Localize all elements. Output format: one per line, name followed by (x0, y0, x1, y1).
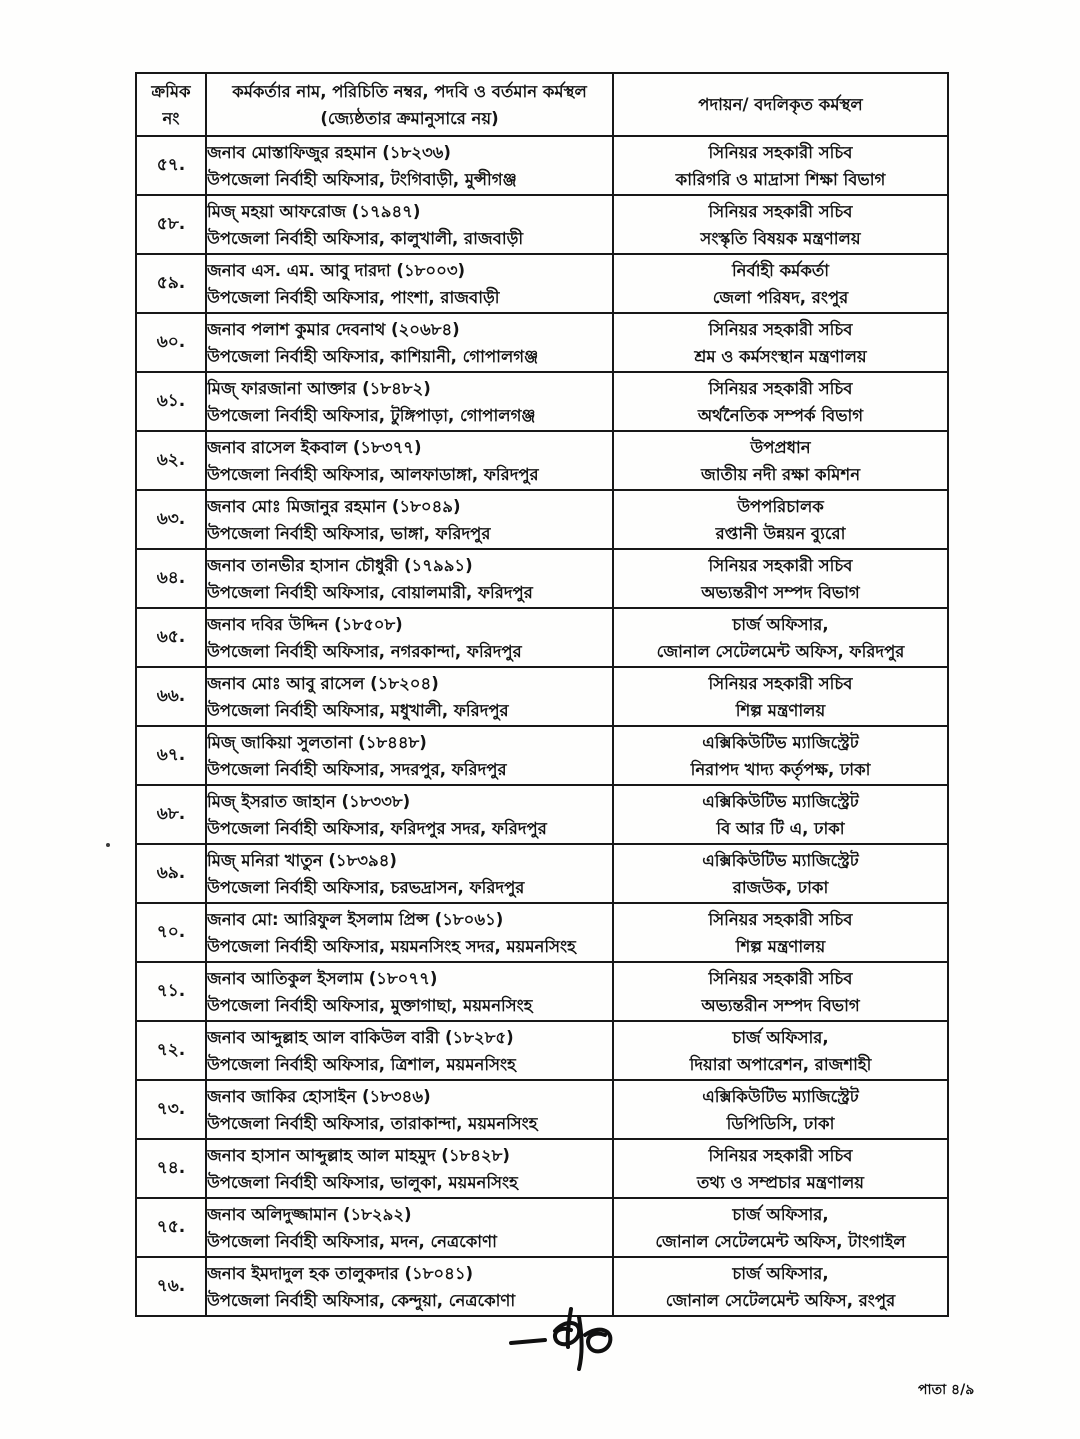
posting-office: শ্রম ও কর্মসংস্থান মন্ত্রণালয় (694, 346, 867, 366)
serial-number: ৭০. (156, 921, 186, 942)
signature-mark (505, 1303, 640, 1375)
posting-designation: সিনিয়র সহকারী সচিব (708, 1145, 853, 1165)
posting-cell (613, 667, 948, 726)
officer-name: জনাব ইমদাদুল হক তালুকদার (১৮০৪১) (207, 1263, 474, 1283)
serial-number: ৬০. (156, 331, 186, 352)
serial-cell (136, 962, 206, 1021)
officer-current-workplace: উপজেলা নির্বাহী অফিসার, কাশিয়ানী, গোপালগঞ্জ (207, 346, 539, 366)
posting-office: নিরাপদ খাদ্য কর্তৃপক্ষ, ঢাকা (690, 759, 871, 779)
officer-name: মিজ্ জাকিয়া সুলতানা (১৮৪৪৮) (207, 732, 427, 752)
table-row (136, 431, 948, 490)
serial-number: ৭১. (156, 980, 186, 1001)
serial-cell (136, 313, 206, 372)
officer-current-workplace: উপজেলা নির্বাহী অফিসার, মধুখালী, ফরিদপুর (207, 700, 509, 720)
officer-current-workplace: উপজেলা নির্বাহী অফিসার, মুক্তাগাছা, ময়মনসিংহ (207, 995, 533, 1015)
serial-cell (136, 1257, 206, 1316)
serial-cell (136, 1139, 206, 1198)
officer-current-workplace: উপজেলা নির্বাহী অফিসার, ময়মনসিংহ সদর, ময়মনসিংহ (207, 936, 576, 956)
posting-office: দিয়ারা অপারেশন, রাজশাহী (689, 1054, 872, 1074)
serial-cell (136, 195, 206, 254)
posting-designation: সিনিয়র সহকারী সচিব (708, 968, 853, 988)
officer-cell (206, 195, 613, 254)
header-serial-no: ক্রমিক নং (136, 73, 206, 136)
officer-current-workplace: উপজেলা নির্বাহী অফিসার, ভাঙ্গা, ফরিদপুর (207, 523, 491, 543)
header-officer-details (206, 73, 613, 136)
officer-current-workplace: উপজেলা নির্বাহী অফিসার, সদরপুর, ফরিদপুর (207, 759, 507, 779)
posting-office: অভ্যন্তরীন সম্পদ বিভাগ (701, 995, 860, 1015)
posting-office: জোনাল সেটেলমেন্ট অফিস, রংপুর (665, 1290, 896, 1310)
posting-cell (613, 785, 948, 844)
officer-cell (206, 313, 613, 372)
serial-number: ৫৭. (156, 154, 186, 175)
officer-cell (206, 785, 613, 844)
officer-current-workplace: উপজেলা নির্বাহী অফিসার, ফরিদপুর সদর, ফরিদপুর (207, 818, 547, 838)
officer-name: জনাব এস. এম. আবু দারদা (১৮০০৩) (207, 260, 466, 280)
table-row (136, 844, 948, 903)
header-posting-workplace: পদায়ন/ বদলিকৃত কর্মস্থল (613, 73, 948, 136)
posting-cell (613, 608, 948, 667)
officer-cell (206, 136, 613, 195)
posting-cell (613, 1198, 948, 1257)
officer-cell (206, 667, 613, 726)
officer-name: জনাব তানভীর হাসান চৌধুরী (১৭৯৯১) (207, 555, 473, 575)
posting-cell (613, 1021, 948, 1080)
posting-office: অভ্যন্তরীণ সম্পদ বিভাগ (701, 582, 860, 602)
officer-cell (206, 372, 613, 431)
table-row (136, 608, 948, 667)
serial-cell (136, 844, 206, 903)
serial-number: ৬৭. (156, 744, 186, 765)
table-row (136, 1080, 948, 1139)
posting-office: বি আর টি এ, ঢাকা (716, 818, 845, 838)
serial-cell (136, 1198, 206, 1257)
table-row (136, 903, 948, 962)
officer-cell (206, 1021, 613, 1080)
serial-number: ৬৯. (156, 862, 186, 883)
table-row (136, 549, 948, 608)
header-officer-details-line2: (জ্যেষ্ঠতার ক্রমানুসারে নয়) (320, 108, 499, 128)
posting-cell (613, 136, 948, 195)
table-row (136, 490, 948, 549)
officer-cell (206, 431, 613, 490)
officer-cell (206, 1198, 613, 1257)
officer-cell (206, 608, 613, 667)
officer-name: জনাব আতিকুল ইসলাম (১৮০৭৭) (207, 968, 438, 988)
officer-name: জনাব মোঃ আবু রাসেল (১৮২০৪) (207, 673, 439, 693)
officer-name: জনাব মো: আরিফুল ইসলাম প্রিন্স (১৮০৬১) (207, 909, 504, 929)
posting-cell (613, 549, 948, 608)
officer-name: মিজ্ মহয়া আফরোজ (১৭৯৪৭) (207, 201, 421, 221)
posting-cell (613, 962, 948, 1021)
posting-designation: চার্জ অফিসার, (732, 1263, 829, 1283)
officer-cell (206, 726, 613, 785)
table-row (136, 726, 948, 785)
officer-name: মিজ্ ইসরাত জাহান (১৮৩৩৮) (207, 791, 411, 811)
posting-cell (613, 490, 948, 549)
table-header-row (136, 73, 948, 136)
posting-cell (613, 431, 948, 490)
posting-office: শিল্প মন্ত্রণালয় (735, 700, 826, 720)
posting-office: রপ্তানী উন্নয়ন ব্যুরো (715, 523, 846, 543)
officer-name: জনাব জাকির হোসাইন (১৮৩৪৬) (207, 1086, 431, 1106)
table-row (136, 1021, 948, 1080)
officer-current-workplace: উপজেলা নির্বাহী অফিসার, আলফাডাঙ্গা, ফরিদপুর (207, 464, 539, 484)
officer-cell (206, 490, 613, 549)
serial-cell (136, 431, 206, 490)
officer-current-workplace: উপজেলা নির্বাহী অফিসার, বোয়ালমারী, ফরিদপুর (207, 582, 533, 602)
posting-designation: চার্জ অফিসার, (732, 1204, 829, 1224)
table-row (136, 1139, 948, 1198)
posting-cell (613, 1080, 948, 1139)
posting-cell (613, 844, 948, 903)
posting-designation: সিনিয়র সহকারী সচিব (708, 378, 853, 398)
serial-number: ৬২. (156, 449, 186, 470)
posting-cell (613, 903, 948, 962)
posting-designation: সিনিয়র সহকারী সচিব (708, 673, 853, 693)
posting-cell (613, 1139, 948, 1198)
officer-name: জনাব দবির উদ্দিন (১৮৫০৮) (207, 614, 403, 634)
table-row (136, 1198, 948, 1257)
posting-office: রাজউক, ঢাকা (732, 877, 829, 897)
officer-current-workplace: উপজেলা নির্বাহী অফিসার, চরভদ্রাসন, ফরিদপুর (207, 877, 525, 897)
posting-designation: এক্সিকিউটিভ ম্যাজিস্ট্রেট (702, 850, 859, 870)
table-row (136, 785, 948, 844)
serial-number: ৬৪. (156, 567, 186, 588)
posting-designation: উপপ্রধান (750, 437, 811, 457)
officer-cell (206, 844, 613, 903)
transfer-order-table (135, 72, 949, 1317)
officer-cell (206, 1080, 613, 1139)
posting-designation: এক্সিকিউটিভ ম্যাজিস্ট্রেট (702, 1086, 859, 1106)
officer-current-workplace: উপজেলা নির্বাহী অফিসার, কালুখালী, রাজবাড়ী (207, 228, 524, 248)
posting-designation: এক্সিকিউটিভ ম্যাজিস্ট্রেট (702, 732, 859, 752)
officer-current-workplace: উপজেলা নির্বাহী অফিসার, টংগিবাড়ী, মুন্সীগঞ্জ (207, 169, 517, 189)
posting-cell (613, 195, 948, 254)
table-row (136, 962, 948, 1021)
page-number: পাতা ৪/৯ (918, 1382, 975, 1398)
posting-cell (613, 372, 948, 431)
table-row (136, 195, 948, 254)
officer-cell (206, 549, 613, 608)
officer-cell (206, 1139, 613, 1198)
serial-cell (136, 490, 206, 549)
serial-cell (136, 136, 206, 195)
posting-office: জোনাল সেটেলমেন্ট অফিস, টাংগাইল (655, 1231, 906, 1251)
posting-cell (613, 313, 948, 372)
serial-number: ৭৬. (156, 1275, 186, 1296)
posting-designation: নির্বাহী কর্মকর্তা (731, 260, 830, 280)
posting-cell (613, 726, 948, 785)
serial-number: ৭২. (156, 1039, 186, 1060)
posting-designation: চার্জ অফিসার, (732, 1027, 829, 1047)
serial-number: ৫৮. (156, 213, 186, 234)
serial-number: ৫৯. (156, 272, 186, 293)
officer-name: জনাব অলিদুজ্জামান (১৮২৯২) (207, 1204, 412, 1224)
posting-designation: সিনিয়র সহকারী সচিব (708, 201, 853, 221)
officer-name: জনাব আব্দুল্লাহ আল বাকিউল বারী (১৮২৮৫) (207, 1027, 514, 1047)
posting-office: জোনাল সেটেলমেন্ট অফিস, ফরিদপুর (656, 641, 905, 661)
officer-current-workplace: উপজেলা নির্বাহী অফিসার, টুঙ্গিপাড়া, গোপালগঞ্জ (207, 405, 536, 425)
officer-name: মিজ্ মনিরা খাতুন (১৮৩৯৪) (207, 850, 397, 870)
officer-cell (206, 254, 613, 313)
serial-cell (136, 785, 206, 844)
serial-number: ৬৮. (156, 803, 186, 824)
scan-dot-artifact (106, 843, 110, 847)
posting-designation: সিনিয়র সহকারী সচিব (708, 142, 853, 162)
officer-current-workplace: উপজেলা নির্বাহী অফিসার, নগরকান্দা, ফরিদপুর (207, 641, 522, 661)
posting-designation: উপপরিচালক (737, 496, 824, 516)
officer-current-workplace: উপজেলা নির্বাহী অফিসার, ভালুকা, ময়মনসিংহ (207, 1172, 518, 1192)
posting-designation: সিনিয়র সহকারী সচিব (708, 909, 853, 929)
serial-cell (136, 549, 206, 608)
posting-cell (613, 1257, 948, 1316)
officer-current-workplace: উপজেলা নির্বাহী অফিসার, পাংশা, রাজবাড়ী (207, 287, 500, 307)
officer-current-workplace: উপজেলা নির্বাহী অফিসার, তারাকান্দা, ময়মনসিংহ (207, 1113, 538, 1133)
serial-number: ৭৩. (156, 1098, 186, 1119)
posting-office: ডিপিডিসি, ঢাকা (726, 1113, 835, 1133)
serial-cell (136, 903, 206, 962)
posting-office: জাতীয় নদী রক্ষা কমিশন (700, 464, 861, 484)
serial-number: ৬৬. (156, 685, 186, 706)
serial-cell (136, 1021, 206, 1080)
serial-number: ৭৫. (156, 1216, 186, 1237)
officer-name: জনাব মোস্তাফিজুর রহমান (১৮২৩৬) (207, 142, 451, 162)
posting-office: অর্থনৈতিক সম্পর্ক বিভাগ (697, 405, 864, 425)
posting-designation: সিনিয়র সহকারী সচিব (708, 319, 853, 339)
table-row (136, 136, 948, 195)
officer-current-workplace: উপজেলা নির্বাহী অফিসার, ত্রিশাল, ময়মনসিংহ (207, 1054, 516, 1074)
posting-designation: সিনিয়র সহকারী সচিব (708, 555, 853, 575)
officer-cell (206, 962, 613, 1021)
posting-office: কারিগরি ও মাদ্রাসা শিক্ষা বিভাগ (675, 169, 886, 189)
table-row (136, 254, 948, 313)
serial-number: ৭৪. (156, 1157, 186, 1178)
posting-office: তথ্য ও সম্প্রচার মন্ত্রণালয় (697, 1172, 864, 1192)
serial-cell (136, 667, 206, 726)
serial-cell (136, 726, 206, 785)
posting-designation: চার্জ অফিসার, (732, 614, 829, 634)
serial-cell (136, 372, 206, 431)
serial-cell (136, 254, 206, 313)
officer-name: মিজ্ ফারজানা আক্তার (১৮৪৮২) (207, 378, 431, 398)
serial-cell (136, 1080, 206, 1139)
officer-current-workplace: উপজেলা নির্বাহী অফিসার, মদন, নেত্রকোণা (207, 1231, 497, 1251)
officer-name: জনাব রাসেল ইকবাল (১৮৩৭৭) (207, 437, 422, 457)
officer-name: জনাব পলাশ কুমার দেবনাথ (২০৬৮৪) (207, 319, 460, 339)
serial-number: ৬৩. (156, 508, 186, 529)
table-row (136, 667, 948, 726)
posting-cell (613, 254, 948, 313)
officer-current-workplace: উপজেলা নির্বাহী অফিসার, কেন্দুয়া, নেত্রকোণা (207, 1290, 516, 1310)
serial-number: ৬৫. (156, 626, 186, 647)
header-officer-details-line1: কর্মকর্তার নাম, পরিচিতি নম্বর, পদবি ও বর্তমান কর্মস্থল (232, 81, 587, 101)
posting-office: শিল্প মন্ত্রণালয় (735, 936, 826, 956)
posting-office: সংস্কৃতি বিষয়ক মন্ত্রণালয় (700, 228, 861, 248)
serial-number: ৬১. (156, 390, 186, 411)
officer-name: জনাব মোঃ মিজানুর রহমান (১৮০৪৯) (207, 496, 461, 516)
officer-cell (206, 903, 613, 962)
posting-designation: এক্সিকিউটিভ ম্যাজিস্ট্রেট (702, 791, 859, 811)
serial-cell (136, 608, 206, 667)
officer-name: জনাব হাসান আব্দুল্লাহ আল মাহমুদ (১৮৪২৮) (207, 1145, 510, 1165)
table-row (136, 313, 948, 372)
table-row (136, 372, 948, 431)
posting-office: জেলা পরিষদ, রংপুর (712, 287, 849, 307)
